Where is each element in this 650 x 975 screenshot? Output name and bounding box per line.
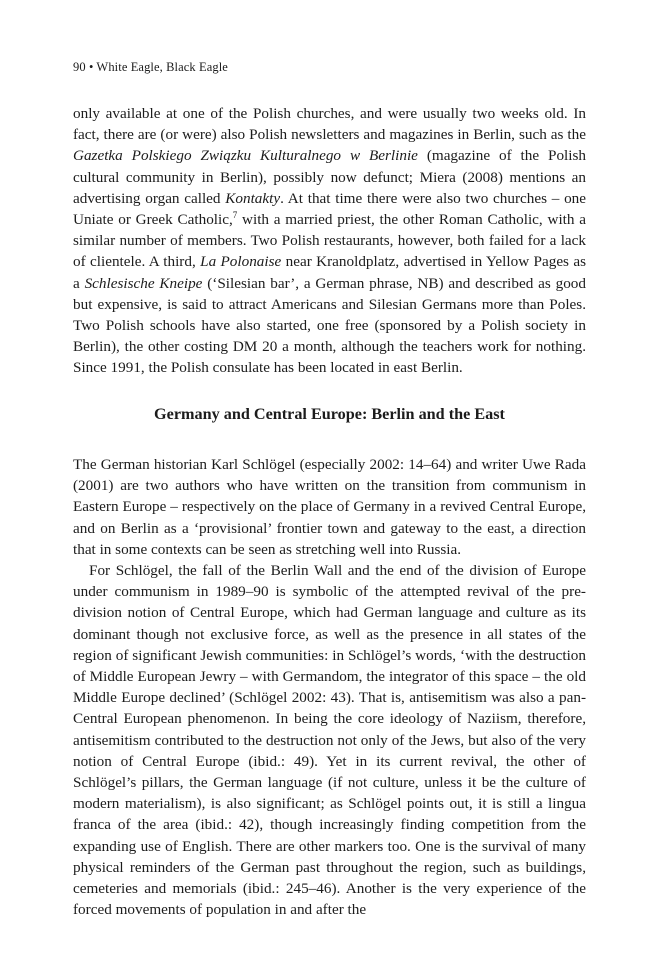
paragraph-1 <box>73 103 586 379</box>
text-run: . At that time there were also two churches – one Uniate or Greek Catholic, <box>73 189 587 229</box>
footnote-marker: 7 <box>232 210 238 221</box>
text-run: near Kranoldplatz, advertised in Yellow Pages as a <box>73 253 586 292</box>
restaurant-name: La Polonaise <box>200 253 282 271</box>
german-phrase: Schlesische Kneipe <box>84 274 203 292</box>
text-run: with a married priest, the other Roman Catholic, with a similar number of members. Two Polish restaurants, however, both failed for a lack of clientele. A third, <box>73 211 586 271</box>
book-title: White Eagle, Black Eagle <box>96 60 228 74</box>
header-separator: • <box>88 60 94 74</box>
running-header <box>73 60 228 75</box>
organ-title: Kontakty <box>225 189 281 207</box>
section-body <box>73 454 586 920</box>
paragraph-3: For Schlögel, the fall of the Berlin Wall and the end of the division of Europe under communism in 1989–90 is symbolic of the attempted revival of the pre-division notion of Central Europe, which had German language and culture as its dominant though not exclusive force, as well as the presence in all states of the region of significant Jewish communities: in Schlögel’s words, ‘with the destruction of Middle European Jewry – with Germandom, the integrator of this space – the old Middle Europe declined’ (Schlögel 2002: 43). That is, antisemitism was also a pan-Central European phenomenon. In being the core ideology of Naziism, therefore, antisemitism contributed to the destruction not only of the Jews, but also of the very notion of Central Europe (ibid.: 49). Yet in its current revival, the other of Schlögel’s pillars, the German language (if not culture, unless it be the culture of modern materialism), is also significant; as Schlögel points out, it is still a lingua franca of the area (ibid.: 42), though increasingly finding competition from the expanding use of English. There are other markers too. One is the survival of many physical reminders of the German past throughout the region, such as buildings, cemeteries and memorials (ibid.: 245–46). Another is the very experience of the forced movements of population in and after the <box>73 562 586 919</box>
text-run: only available at one of the Polish churches, and were usually two weeks old. In fact, there are (or were) also Polish newsletters and magazines in Berlin, such as the <box>73 105 586 144</box>
magazine-title: Gazetka Polskiego Związku Kulturalnego w Berlinie <box>73 147 418 165</box>
text-run: (magazine of the Polish cultural community in Berlin), possibly now defunct; Miera (2008) mentions an advertising organ called <box>73 147 586 207</box>
section-heading: Germany and Central Europe: Berlin and the East <box>154 405 505 423</box>
text-run: (‘Silesian bar’, a German phrase, NB) and described as good but expensive, is said to attract Americans and Silesian Germans more than Poles. Two Polish schools have also started, one free (sponsored by a Polish society in Berlin), the other costing DM 20 a month, although the teachers work for nothing. Since 1991, the Polish consulate has been located in east Berlin. <box>73 274 586 377</box>
page-number: 90 <box>73 60 86 74</box>
paragraph-2: The German historian Karl Schlögel (especially 2002: 14–64) and writer Uwe Rada (2001) are two authors who have written on the transition from communism in Eastern Europe – respectively on the place of Germany in a revived Central Europe, and on Berlin as a ‘provisional’ frontier town and gateway to the east, a direction that in some contexts can be seen as stretching well into Russia. <box>73 456 586 558</box>
continuation-paragraph <box>73 103 586 379</box>
